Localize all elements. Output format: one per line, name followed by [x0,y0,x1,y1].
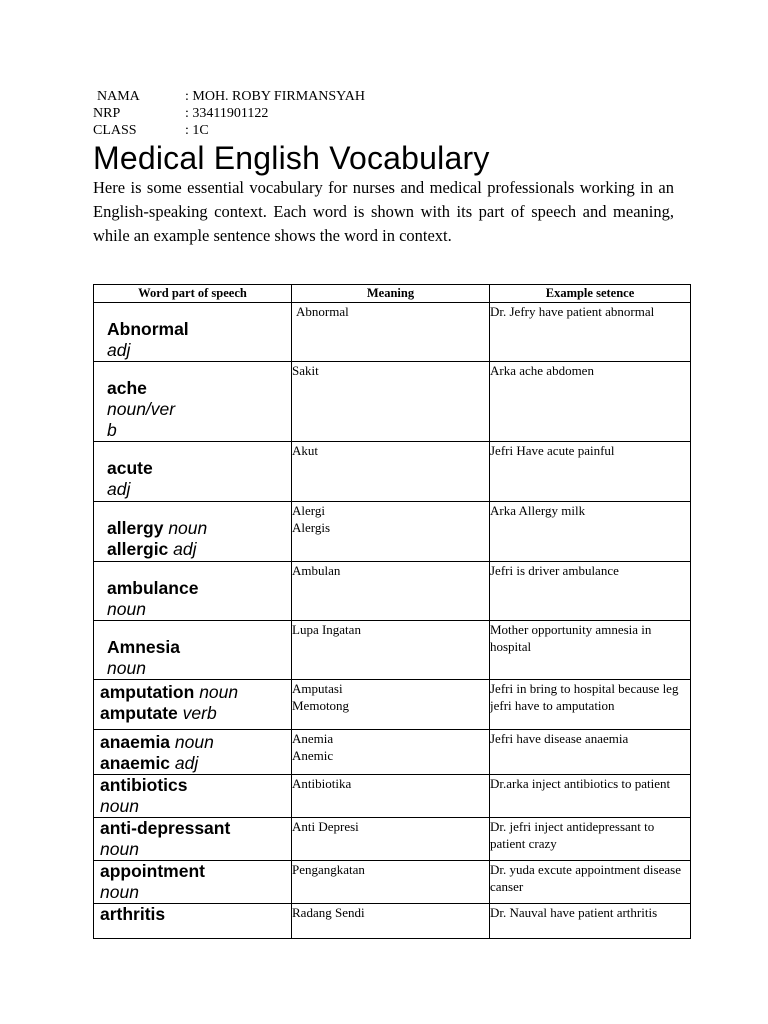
term-block [94,362,291,441]
term-block [94,502,291,560]
term-part-of-speech: noun [174,732,214,752]
word-cell [94,621,292,680]
term-part-of-speech: noun [100,882,139,902]
meaning-text-variant: Alergis [292,520,331,535]
term-variant-part-of-speech: adj [173,539,197,559]
meaning-text: Pengangkatan [292,862,365,877]
word-cell [94,680,292,730]
vocabulary-table [93,284,691,939]
term-word: acute [107,458,153,478]
word-cell [94,303,292,362]
term-word: ache [107,378,147,398]
word-cell [94,502,292,562]
table-row [94,861,691,904]
term-word: anti-depressant [100,818,231,838]
table-row [94,818,691,861]
column-header-meaning: Meaning [292,285,490,303]
info-row-name [93,88,365,105]
term-word: Amnesia [107,637,180,657]
meaning-text: Ambulan [292,563,341,578]
nrp-label: NRP [93,106,121,121]
example-text: Dr. jefri inject antidepressant to patient crazy [490,819,655,851]
term-word: amputation [100,682,195,702]
table-row [94,442,691,502]
example-cell [490,621,691,680]
meaning-text: Anti Depresi [292,819,359,834]
term-block [94,775,291,817]
example-cell [490,362,691,442]
example-cell [490,680,691,730]
example-text: Arka ache abdomen [490,363,594,378]
meaning-cell [292,680,490,730]
class-label: CLASS [93,123,137,138]
meaning-cell [292,904,490,939]
page-title: Medical English Vocabulary [93,140,490,176]
meaning-cell [292,502,490,562]
meaning-cell [292,442,490,502]
term-word: antibiotics [100,775,188,795]
example-cell [490,904,691,939]
class-value: : 1C [185,123,209,138]
term-word: ambulance [107,578,199,598]
table-row [94,621,691,680]
term-block [94,562,291,620]
name-value: : MOH. ROBY FIRMANSYAH [185,89,365,104]
column-header-word: Word part of speech [94,285,292,303]
meaning-cell [292,818,490,861]
meaning-text-variant: Memotong [292,698,350,713]
term-word: anaemia [100,732,171,752]
meaning-cell [292,730,490,775]
term-block [94,303,291,361]
info-row-class [93,122,365,139]
name-label: NAMA [97,89,140,104]
term-word: allergy [107,518,164,538]
word-cell [94,861,292,904]
term-part-of-speech: noun/ver [107,399,176,419]
term-block [94,730,291,774]
meaning-cell [292,303,490,362]
term-word: Abnormal [107,319,189,339]
term-block [94,861,291,903]
term-block [94,442,291,500]
term-part-of-speech: noun [168,518,208,538]
term-variant-part-of-speech: verb [182,703,217,723]
table-row [94,730,691,775]
term-part-of-speech-continued: b [107,420,117,440]
meaning-cell [292,621,490,680]
term-part-of-speech: noun [199,682,239,702]
example-cell [490,562,691,621]
meaning-cell [292,861,490,904]
word-cell [94,818,292,861]
example-text: Arka Allergy milk [490,503,586,518]
example-text: Jefri is driver ambulance [490,563,619,578]
term-word-variant: amputate [100,703,178,723]
word-cell [94,775,292,818]
meaning-cell [292,362,490,442]
table-row [94,303,691,362]
example-cell [490,861,691,904]
table-row [94,904,691,939]
word-cell [94,562,292,621]
meaning-text-variant: Anemic [292,748,334,763]
term-block [94,680,291,724]
term-word: appointment [100,861,205,881]
word-cell [94,362,292,442]
term-part-of-speech: adj [107,340,131,360]
meaning-cell [292,775,490,818]
table-header-row [94,285,691,303]
table-row [94,502,691,562]
meaning-text: Amputasi [292,681,343,696]
table-row [94,362,691,442]
term-part-of-speech: adj [107,479,131,499]
term-part-of-speech: noun [100,839,139,859]
term-word: arthritis [100,904,166,924]
example-text: Dr. Nauval have patient arthritis [490,905,658,920]
term-part-of-speech: noun [100,796,139,816]
meaning-cell [292,562,490,621]
example-text: Mother opportunity amnesia in hospital [490,622,652,654]
meaning-text: Alergi [292,503,325,518]
example-text: Jefri have disease anaemia [490,731,629,746]
meaning-text: Sakit [292,363,319,378]
example-text: Dr.arka inject antibiotics to patient [490,776,671,791]
term-block [94,904,291,925]
example-cell [490,730,691,775]
meaning-text: Radang Sendi [292,905,365,920]
example-cell [490,818,691,861]
term-block [94,621,291,679]
word-cell [94,442,292,502]
info-row-nrp [93,105,365,122]
term-part-of-speech: noun [107,658,146,678]
meaning-text: Abnormal [296,304,349,319]
example-text: Jefri in bring to hospital because leg jefri have to amputation [490,681,679,713]
meaning-text: Anemia [292,731,334,746]
term-word-variant: anaemic [100,753,171,773]
term-block [94,818,291,860]
intro-paragraph: Here is some essential vocabulary for nurses and medical professionals working in an English-speaking context. Each word is shown with its part of speech and meaning, while an example sentence shows the word in context. [93,178,674,245]
meaning-text: Antibiotika [292,776,352,791]
word-cell [94,730,292,775]
example-cell [490,442,691,502]
meaning-text: Akut [292,443,318,458]
example-cell [490,303,691,362]
table-row [94,562,691,621]
meaning-text: Lupa Ingatan [292,622,361,637]
term-variant-part-of-speech: adj [174,753,199,773]
nrp-value: : 33411901122 [185,106,269,121]
table-row [94,775,691,818]
example-cell [490,502,691,562]
example-text: Dr. Jefry have patient abnormal [490,304,655,319]
word-cell [94,904,292,939]
term-part-of-speech: noun [107,599,146,619]
term-word-variant: allergic [107,539,169,559]
example-text: Jefri Have acute painful [490,443,615,458]
example-text: Dr. yuda excute appointment disease canser [490,862,681,894]
table-row [94,680,691,730]
example-cell [490,775,691,818]
column-header-example: Example setence [490,285,691,303]
student-info [93,88,365,139]
